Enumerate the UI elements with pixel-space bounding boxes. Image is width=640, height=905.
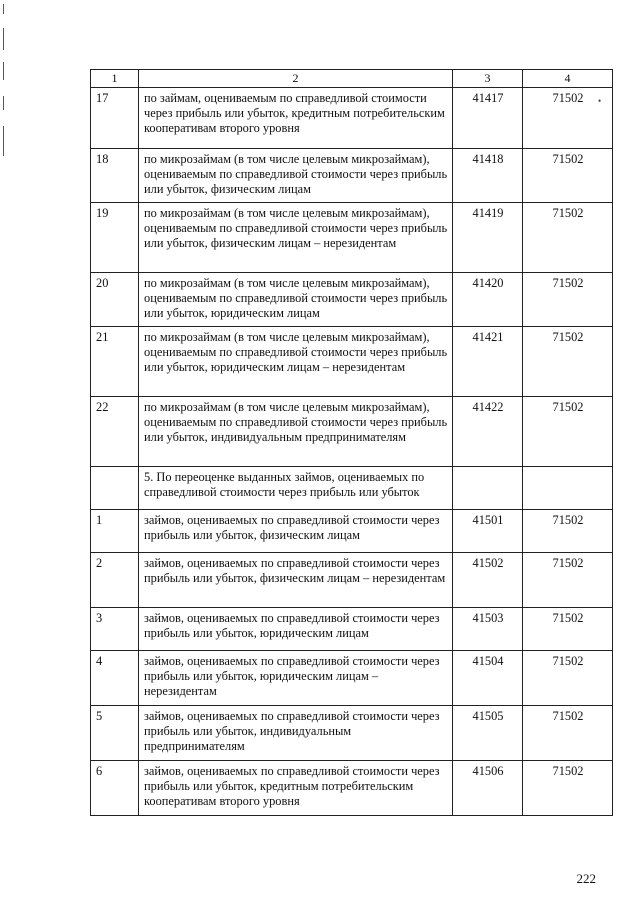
header-col-3: 3 [453,70,523,88]
table-row [91,608,613,651]
row-number: 5 [91,706,139,761]
row-number: 6 [91,761,139,816]
row-code: 71502 [523,149,613,203]
row-code: 71502 [523,88,613,149]
row-description: по микрозаймам (в том числе целевым микрозаймам), оцениваемым по справедливой стоимости через прибыль или убыток, юридическим лицам – нерезидентам [139,327,453,397]
row-number: 2 [91,553,139,608]
row-number: 21 [91,327,139,397]
scan-margin-marks [3,0,7,160]
row-account: 41504 [453,651,523,706]
header-col-1: 1 [91,70,139,88]
row-description: по микрозаймам (в том числе целевым микрозаймам), оцениваемым по справедливой стоимости через прибыль или убыток, физическим лицам – нерезидентам [139,203,453,273]
table-row [91,706,613,761]
row-description: займов, оцениваемых по справедливой стоимости через прибыль или убыток, физическим лицам – нерезидентам [139,553,453,608]
row-number: 4 [91,651,139,706]
row-account: 41421 [453,327,523,397]
table-row [91,651,613,706]
row-account [453,467,523,510]
row-number: 19 [91,203,139,273]
row-code: 71502 [523,273,613,327]
row-account: 41418 [453,149,523,203]
row-code: 71502 [523,608,613,651]
row-account: 41420 [453,273,523,327]
row-description: 5. По переоценке выданных займов, оцениваемых по справедливой стоимости через прибыль или убыток [139,467,453,510]
row-description: займов, оцениваемых по справедливой стоимости через прибыль или убыток, индивидуальным предпринимателям [139,706,453,761]
row-account: 41417 [453,88,523,149]
header-col-4: 4 [523,70,613,88]
row-description: по микрозаймам (в том числе целевым микрозаймам), оцениваемым по справедливой стоимости через прибыль или убыток, физическим лицам [139,149,453,203]
table-row [91,327,613,397]
row-number: 1 [91,510,139,553]
row-description: займов, оцениваемых по справедливой стоимости через прибыль или убыток, юридическим лицам [139,608,453,651]
table-header [91,70,613,88]
header-col-2: 2 [139,70,453,88]
row-code: 71502 [523,327,613,397]
table-row [91,397,613,467]
accounts-table [90,69,613,816]
row-number: 3 [91,608,139,651]
row-description: займов, оцениваемых по справедливой стоимости через прибыль или убыток, кредитным потребительским кооперативам второго уровня [139,761,453,816]
row-description: займов, оцениваемых по справедливой стоимости через прибыль или убыток, юридическим лицам – нерезидентам [139,651,453,706]
row-code: 71502 [523,651,613,706]
row-code [523,467,613,510]
row-account: 41502 [453,553,523,608]
scan-dot-mark: • [598,96,602,106]
table-row [91,203,613,273]
row-account: 41419 [453,203,523,273]
row-description: по займам, оцениваемым по справедливой стоимости через прибыль или убыток, кредитным потребительским кооперативам второго уровня [139,88,453,149]
row-number: 17 [91,88,139,149]
row-number: 22 [91,397,139,467]
table-row [91,467,613,510]
row-code: 71502 [523,203,613,273]
row-code: 71502 [523,553,613,608]
table-row [91,510,613,553]
row-account: 41506 [453,761,523,816]
table-body [91,88,613,816]
row-number: 18 [91,149,139,203]
row-number [91,467,139,510]
page-number: 222 [576,871,596,886]
row-account: 41501 [453,510,523,553]
table-row [91,149,613,203]
row-code: 71502 [523,706,613,761]
row-account: 41505 [453,706,523,761]
row-number: 20 [91,273,139,327]
table-row [91,553,613,608]
table-row [91,273,613,327]
row-code: 71502 [523,761,613,816]
table-row [91,88,613,149]
row-code: 71502 [523,510,613,553]
table-row [91,761,613,816]
row-account: 41503 [453,608,523,651]
row-description: по микрозаймам (в том числе целевым микрозаймам), оцениваемым по справедливой стоимости через прибыль или убыток, индивидуальным предпринимателям [139,397,453,467]
row-code: 71502 [523,397,613,467]
row-account: 41422 [453,397,523,467]
row-description: по микрозаймам (в том числе целевым микрозаймам), оцениваемым по справедливой стоимости через прибыль или убыток, юридическим лицам [139,273,453,327]
row-description: займов, оцениваемых по справедливой стоимости через прибыль или убыток, физическим лицам [139,510,453,553]
